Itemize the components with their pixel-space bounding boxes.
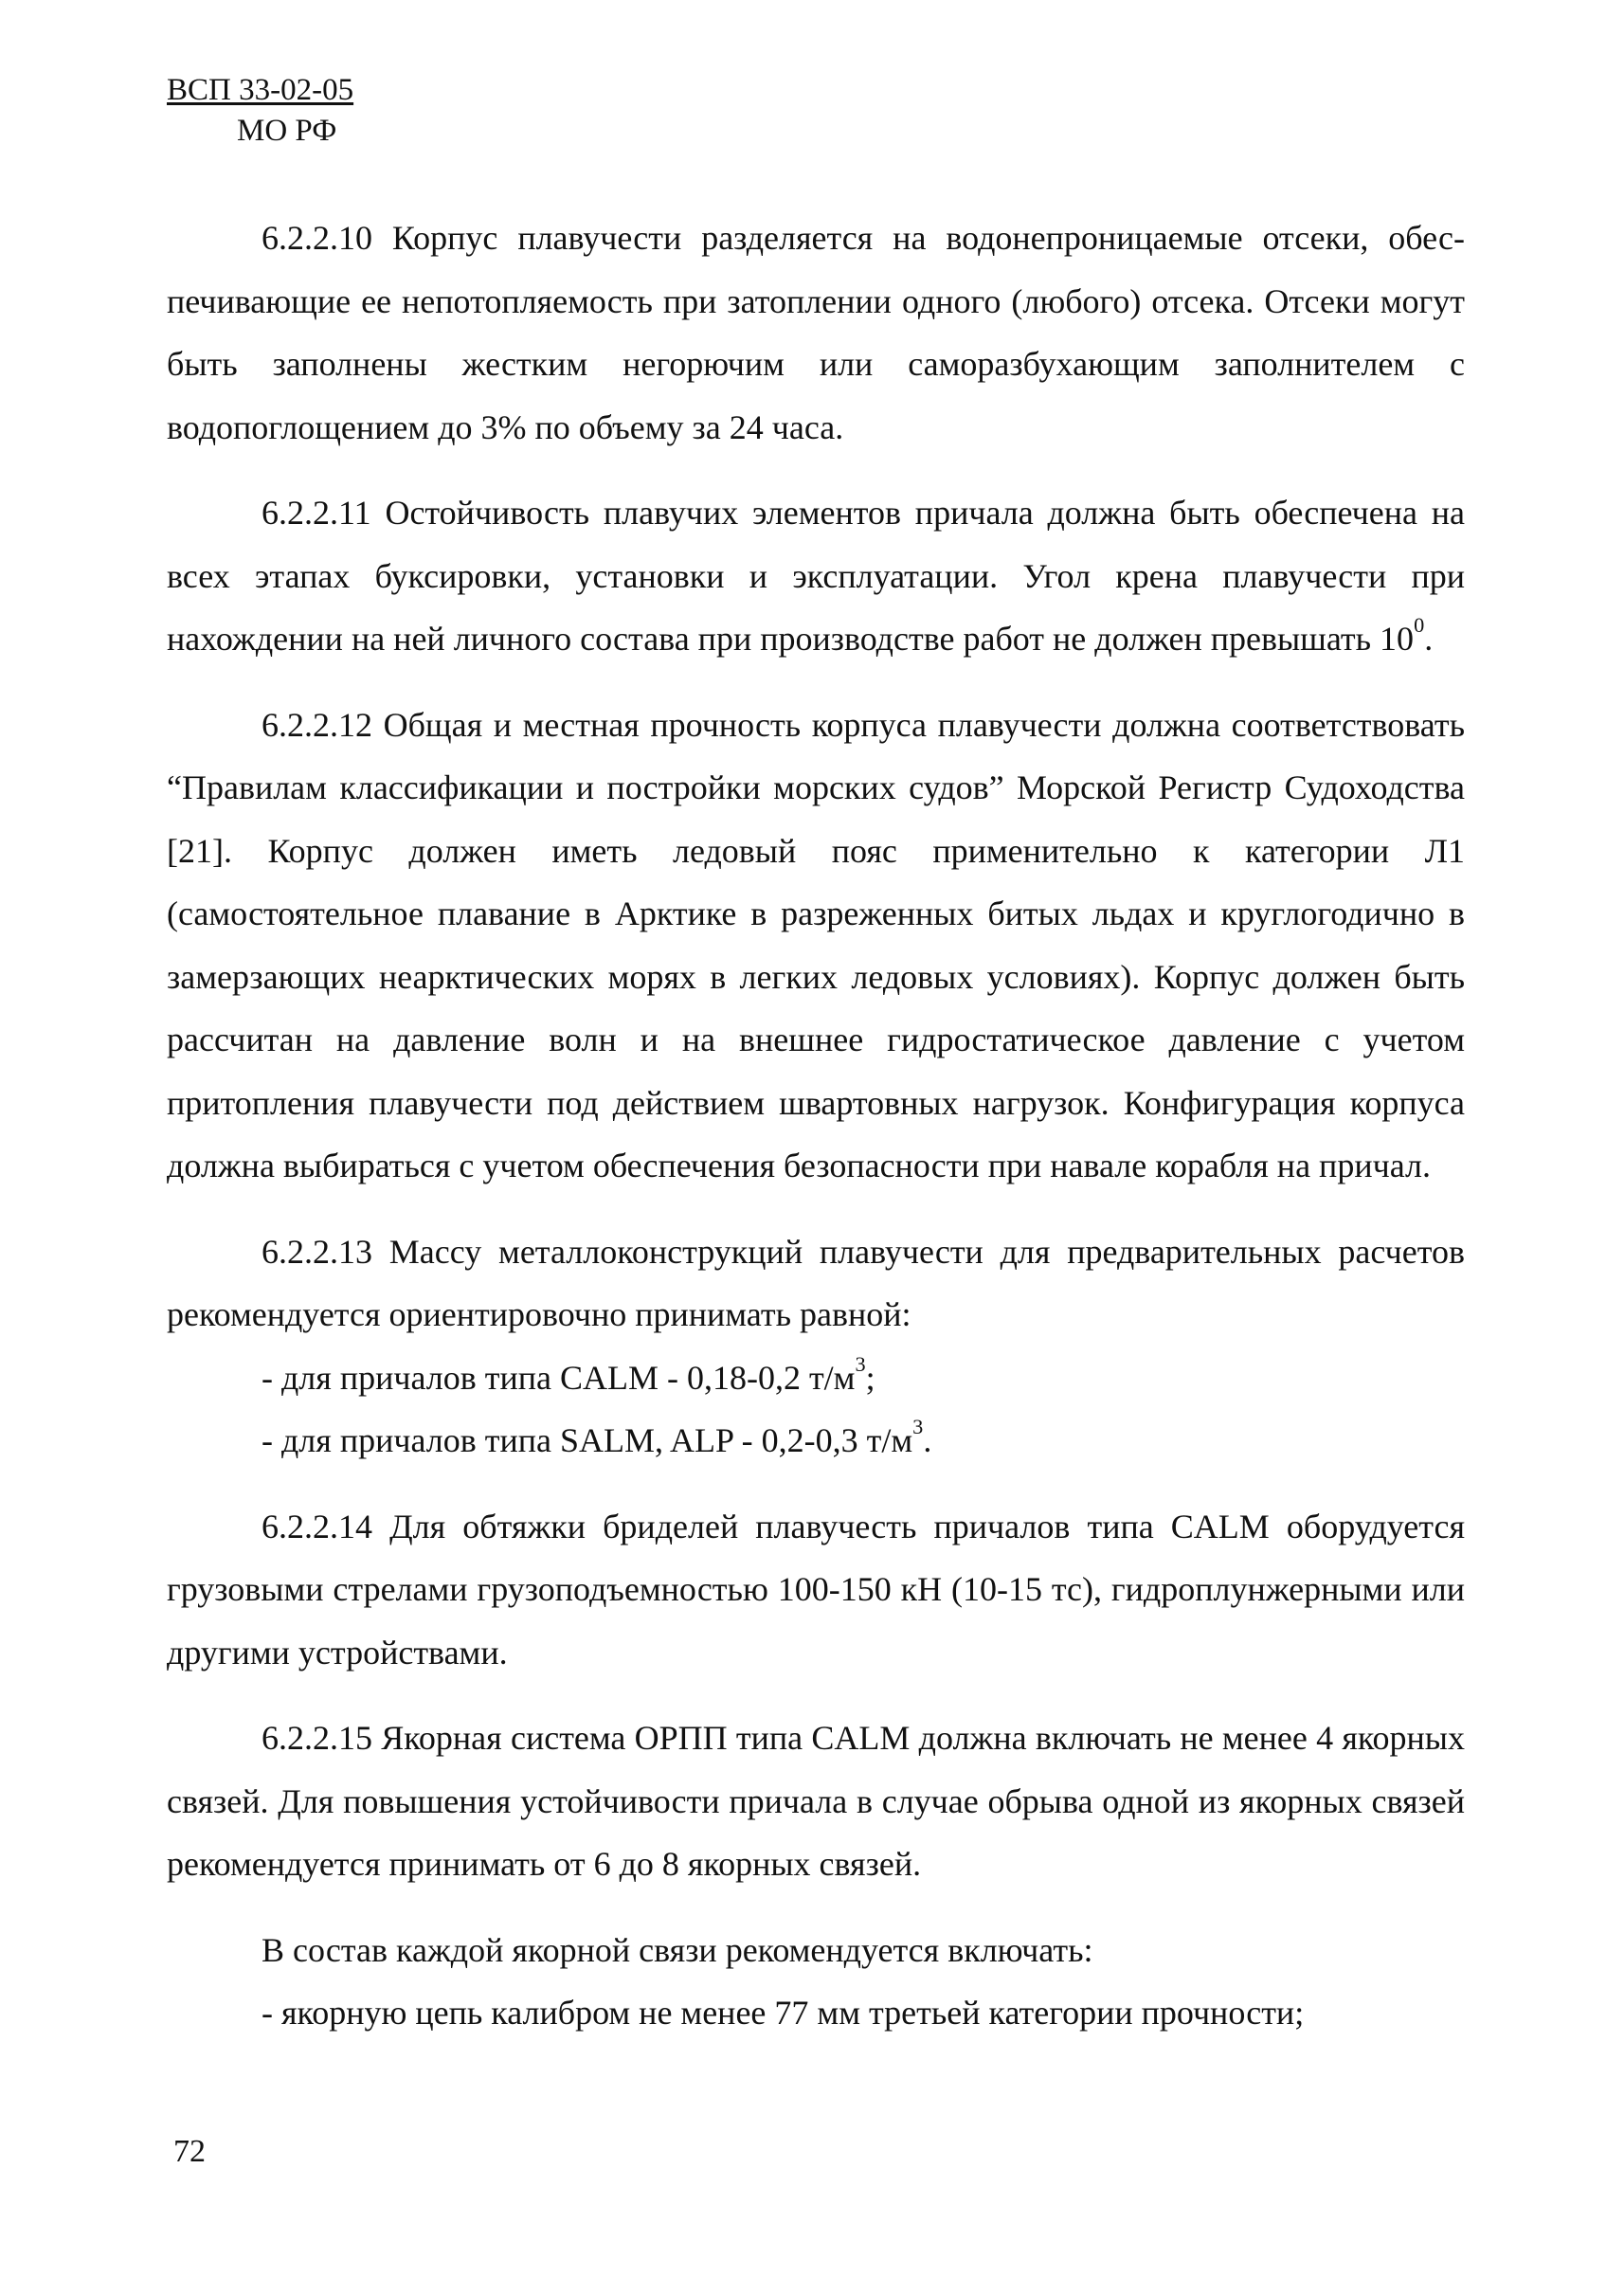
document-header — [167, 70, 353, 152]
paragraph-text: 6.2.2.11 Остойчивость плавучих элементов причала должна быть обеспечена на всех этапах буксировки, установки и эксплуатации. Угол крена плавучести при нахождении на ней личного состава при производстве работ не должен превышать 10 — [167, 494, 1465, 658]
page-number: 72 — [173, 2134, 206, 2169]
list-item-tail: ; — [865, 1358, 875, 1397]
list-item-text: - для причалов типа CALM - 0,18-0,2 т/м — [262, 1358, 856, 1397]
cube-superscript: 3 — [855, 1351, 866, 1376]
list-item — [167, 1346, 1465, 1410]
paragraph-6-2-2-15: 6.2.2.15 Якорная система ОРПП типа CALM должна включать не менее 4 якорных связей. Для повышения устойчивости причала в случае обрыва одной из якорных связей рекомендуется принимать от 6 до 8 якорных связей. — [167, 1719, 1465, 1883]
paragraph-6-2-2-12: 6.2.2.12 Общая и местная прочность корпуса плавучести должна соответствовать “Правилам классификации и постройки морских судов” Морской Регистр Судоходства [21]. Корпус должен иметь ледовый пояс применительно к категории Л1 (самостоятельное плавание в Арктике в разреженных битых льдах и круглогодично в замерзающих неарктических морях в легких ледовых условиях). Корпус должен быть рассчитан на давление волн и на внешнее гидростатическое давление с учетом притопления плавучести под действием швартовных нагрузок. Конфигурация корпуса должна выбираться с учетом обеспечения безопасности при навале корабля на причал. — [167, 705, 1465, 1184]
organization-label: МО РФ — [237, 113, 337, 148]
document-code: ВСП 33-02-05 — [167, 73, 354, 107]
paragraph-6-2-2-11 — [167, 481, 1465, 671]
document-body — [167, 207, 1465, 2045]
list-item — [167, 1409, 1465, 1473]
list-item-tail: . — [923, 1421, 932, 1459]
paragraph-6-2-2-13: 6.2.2.13 Массу металлоконструкций плавучести для предварительных расчетов рекомендуется ориентировочно принимать равной: — [167, 1232, 1465, 1333]
paragraph-6-2-2-10: 6.2.2.10 Корпус плавучести разделяется на водонепроницаемые отсеки, обеспечивающие ее непотопляемость при затоплении одного (любого) отсека. Отсеки могут быть заполнены жестким негорючим или саморазбухающим заполнителем с водопоглощением до 3% по объему за 24 часа. — [167, 219, 1465, 446]
paragraph-anchor-composition: В состав каждой якорной связи рекомендуется включать: — [262, 1930, 1093, 1969]
cube-superscript: 3 — [912, 1415, 924, 1439]
list-item: - якорную цепь калибром не менее 77 мм третьей категории прочности; — [262, 1994, 1305, 2032]
degree-superscript: 0 — [1414, 613, 1425, 638]
paragraph-tail: . — [1424, 620, 1434, 658]
paragraph-6-2-2-14: 6.2.2.14 Для обтяжки бриделей плавучесть причалов типа CALM оборудуется грузовыми стрелами грузоподъемностью 100-150 кН (10-15 тс), гидроплунжерными или другими устройствами. — [167, 1507, 1465, 1672]
list-item-text: - для причалов типа SALM, ALP - 0,2-0,3 т/м — [262, 1421, 913, 1459]
